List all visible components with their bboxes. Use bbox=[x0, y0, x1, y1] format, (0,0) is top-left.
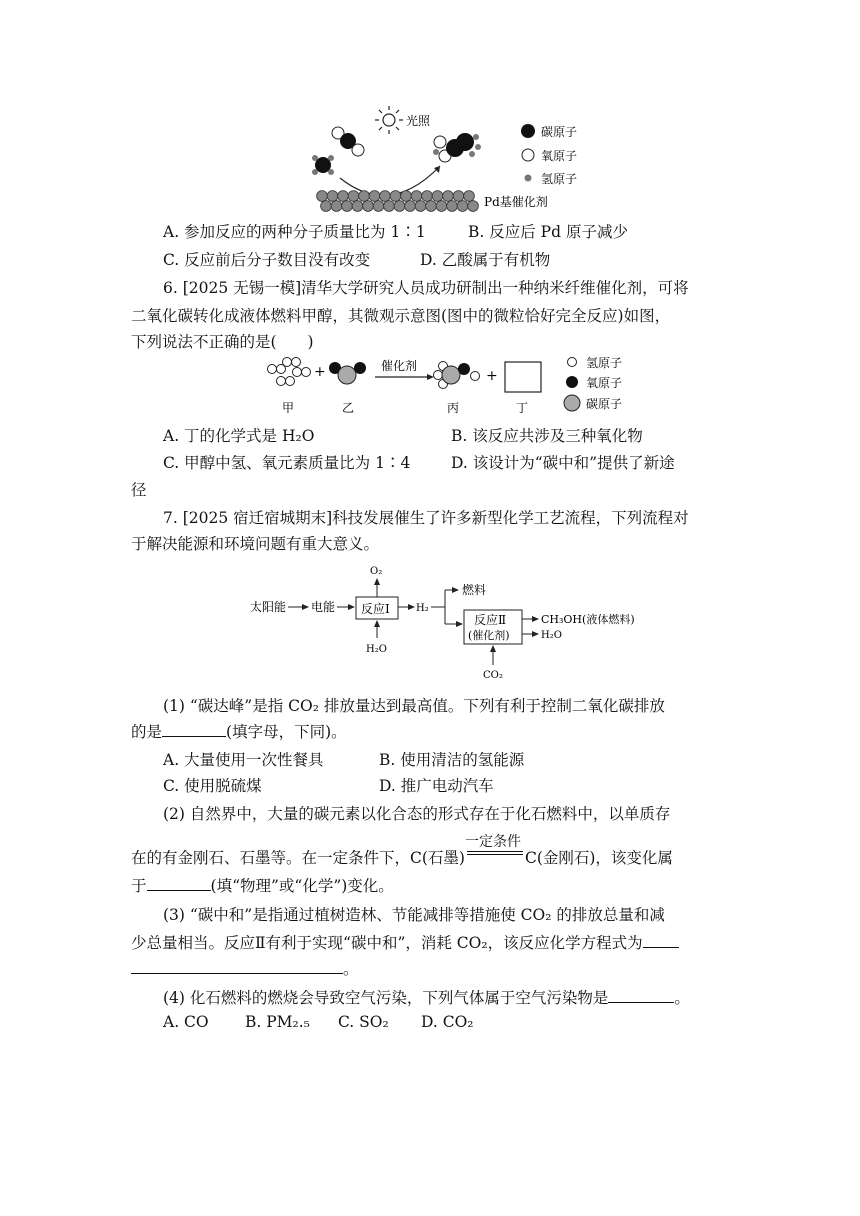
q7-p2-line3 bbox=[131, 874, 394, 896]
legend bbox=[564, 356, 622, 411]
q7-stem-line1: 7. [2025 宿迁宿城期末]科技发展催生了许多新型化学工艺流程，下列流程对 bbox=[163, 509, 689, 527]
pd-atom bbox=[457, 201, 468, 212]
pd-atom bbox=[411, 191, 422, 202]
legend-oxygen-marker bbox=[566, 376, 578, 388]
pd-atom bbox=[352, 201, 363, 212]
legend-oxygen-marker bbox=[522, 149, 534, 161]
q7-p1-line2-b: (填字母，下同)。 bbox=[226, 723, 347, 741]
q6-option-c: C. 甲醇中氢、氧元素质量比为 1∶4 bbox=[163, 454, 411, 472]
pd-atom bbox=[447, 201, 458, 212]
pd-atom bbox=[331, 201, 342, 212]
q7-p3-line2-text: 少总量相当。反应Ⅱ有利于实现“碳中和”，消耗 CO₂，该反应化学方程式为 bbox=[131, 934, 643, 952]
q7-p4-option-c: C. SO₂ bbox=[338, 1013, 389, 1031]
q6-option-d-cont: 径 bbox=[131, 481, 147, 499]
flow-electric: 电能 bbox=[311, 600, 336, 614]
legend bbox=[521, 124, 577, 186]
pd-atom bbox=[436, 201, 447, 212]
q6-option-a: A. 丁的化学式是 H₂O bbox=[163, 427, 315, 445]
legend-hydrogen-marker bbox=[525, 175, 532, 182]
q7-p2-line3-b: (填“物理”或“化学”)变化。 bbox=[210, 877, 394, 895]
pd-atom bbox=[405, 201, 416, 212]
legend-hydrogen: 氢原子 bbox=[586, 356, 623, 370]
answer-blank-4[interactable] bbox=[608, 988, 674, 1003]
q7-stem-line2: 于解决能源和环境问题有重大意义。 bbox=[131, 535, 380, 553]
pd-atom bbox=[380, 191, 391, 202]
q7-p1-option-d: D. 推广电动汽车 bbox=[379, 777, 494, 795]
q7-p4-end: 。 bbox=[674, 989, 690, 1007]
q6-stem-line1: 6. [2025 无锡一模]清华大学研究人员成功研制出一种纳米纤维催化剂，可将 bbox=[163, 279, 689, 297]
q5-option-a: A. 参加反应的两种分子质量比为 1∶1 bbox=[163, 223, 426, 241]
h2-molecules bbox=[268, 358, 311, 386]
flow-ch3oh: CH₃OH(液体燃料) bbox=[541, 613, 635, 626]
label-yi: 乙 bbox=[342, 401, 355, 415]
ch4-molecule bbox=[312, 155, 334, 175]
light-label: 光照 bbox=[406, 114, 431, 128]
flow-catalyst: (催化剂) bbox=[468, 629, 510, 642]
methanol-molecule bbox=[434, 362, 480, 389]
flow-reaction1: 反应Ⅰ bbox=[361, 602, 390, 616]
q7-p4-line1 bbox=[163, 986, 690, 1008]
acetic-acid-molecule bbox=[433, 133, 481, 162]
q7-p3-line2 bbox=[131, 931, 679, 953]
q6-stem-line3: 下列说法不正确的是( ) bbox=[131, 333, 314, 351]
q7-p3-line3 bbox=[131, 957, 359, 979]
legend-carbon: 碳原子 bbox=[586, 397, 623, 411]
legend-carbon-marker bbox=[564, 395, 580, 411]
flow-co2: CO₂ bbox=[483, 670, 503, 681]
pd-atom bbox=[468, 201, 479, 212]
flow-solar: 太阳能 bbox=[250, 600, 287, 614]
q7-p1-option-c: C. 使用脱硫煤 bbox=[163, 777, 262, 795]
pd-atom bbox=[338, 191, 349, 202]
q7-p1-option-a: A. 大量使用一次性餐具 bbox=[163, 751, 324, 769]
q7-p4-option-a: A. CO bbox=[163, 1013, 209, 1031]
flow-h2o-out: H₂O bbox=[541, 630, 562, 641]
pd-atom bbox=[363, 201, 374, 212]
q5-option-c: C. 反应前后分子数目没有改变 bbox=[163, 251, 371, 269]
pd-atom bbox=[422, 191, 433, 202]
pd-atom bbox=[390, 191, 401, 202]
legend-carbon-marker bbox=[521, 124, 535, 138]
answer-blank-1[interactable] bbox=[162, 722, 226, 737]
pd-atom bbox=[401, 191, 412, 202]
q7-p2-line2-a: 在的有金刚石、石墨等。在一定条件下，C(石墨) bbox=[131, 849, 465, 867]
q6-option-b: B. 该反应共涉及三种氧化物 bbox=[451, 427, 643, 445]
pd-atom bbox=[415, 201, 426, 212]
q7-p2-line2-b: C(金刚石)，该变化属 bbox=[524, 849, 673, 867]
flow-o2: O₂ bbox=[370, 566, 383, 577]
q7-p1-line2 bbox=[131, 720, 347, 742]
pd-atom bbox=[327, 191, 338, 202]
answer-blank-3a[interactable] bbox=[643, 933, 679, 948]
q6-stem-line2: 二氧化碳转化成液体燃料甲醇，其微观示意图(图中的微粒恰好完全反应)如图， bbox=[131, 307, 671, 325]
q7-p1-line2-a: 的是 bbox=[131, 723, 163, 741]
pd-atom bbox=[342, 201, 353, 212]
answer-blank-2[interactable] bbox=[147, 876, 211, 891]
pd-atom bbox=[432, 191, 443, 202]
pd-atom bbox=[317, 191, 328, 202]
pd-atom bbox=[453, 191, 464, 202]
flow-fuel: 燃料 bbox=[462, 583, 487, 597]
q7-p4-text: (4) 化石燃料的燃烧会导致空气污染，下列气体属于空气污染物是 bbox=[163, 989, 609, 1007]
svg-text:+: + bbox=[486, 368, 498, 384]
pd-atom bbox=[384, 201, 395, 212]
q7-p3-line3-end: 。 bbox=[343, 960, 359, 978]
unknown-product-box bbox=[505, 362, 541, 392]
pd-atom bbox=[348, 191, 359, 202]
flow-reaction2: 反应Ⅱ bbox=[474, 613, 507, 627]
condition-arrow bbox=[464, 834, 525, 863]
q7-p4-option-d: D. CO₂ bbox=[421, 1013, 474, 1031]
flow-h2: H₂ bbox=[416, 603, 429, 614]
q5-option-b: B. 反应后 Pd 原子减少 bbox=[468, 223, 628, 241]
pd-catalyst-surface bbox=[317, 191, 479, 212]
label-bing: 丙 bbox=[447, 401, 460, 415]
pd-atom bbox=[394, 201, 405, 212]
methanol-micro-figure bbox=[262, 352, 642, 418]
legend-oxygen: 氧原子 bbox=[586, 376, 623, 390]
catalyst-label: Pd基催化剂 bbox=[484, 195, 548, 209]
pd-catalyst-reaction-figure bbox=[300, 100, 600, 215]
pd-atom bbox=[369, 191, 380, 202]
q7-p1-option-b: B. 使用清洁的氢能源 bbox=[379, 751, 525, 769]
pd-atom bbox=[373, 201, 384, 212]
condition-label: 一定条件 bbox=[464, 834, 521, 850]
co2-molecule bbox=[332, 127, 364, 156]
q7-p2-line1: (2) 自然界中，大量的碳元素以化合态的形式存在于化石燃料中，以单质存 bbox=[163, 805, 671, 823]
legend-hydrogen: 氢原子 bbox=[541, 172, 578, 186]
co2-molecule bbox=[329, 362, 366, 384]
answer-blank-3b[interactable] bbox=[131, 959, 343, 974]
pd-atom bbox=[359, 191, 370, 202]
label-ding: 丁 bbox=[516, 401, 529, 415]
pd-atom bbox=[426, 201, 437, 212]
pd-atom bbox=[464, 191, 475, 202]
q7-p3-line1: (3) “碳中和”是指通过植树造林、节能减排等措施使 CO₂ 的排放总量和减 bbox=[163, 906, 665, 924]
q7-p2-line3-a: 于 bbox=[131, 877, 147, 895]
q5-option-d: D. 乙酸属于有机物 bbox=[420, 251, 551, 269]
legend-oxygen: 氧原子 bbox=[541, 149, 578, 163]
process-flow-diagram bbox=[248, 560, 648, 685]
q7-p2-line2 bbox=[131, 834, 673, 868]
q7-p4-option-b: B. PM₂.₅ bbox=[245, 1013, 310, 1031]
label-jia: 甲 bbox=[282, 401, 295, 415]
q6-option-d: D. 该设计为“碳中和”提供了新途 bbox=[451, 454, 675, 472]
legend-hydrogen-marker bbox=[568, 358, 577, 367]
legend-carbon: 碳原子 bbox=[541, 125, 578, 139]
catalyst-arrow-label: 催化剂 bbox=[381, 359, 418, 373]
q7-p1-line1: (1) “碳达峰”是指 CO₂ 排放量达到最高值。下列有利于控制二氧化碳排放 bbox=[163, 697, 665, 715]
pd-atom bbox=[321, 201, 332, 212]
flow-h2o-in: H₂O bbox=[366, 644, 387, 655]
svg-text:+: + bbox=[314, 364, 326, 380]
sun-icon bbox=[375, 106, 403, 134]
pd-atom bbox=[443, 191, 454, 202]
